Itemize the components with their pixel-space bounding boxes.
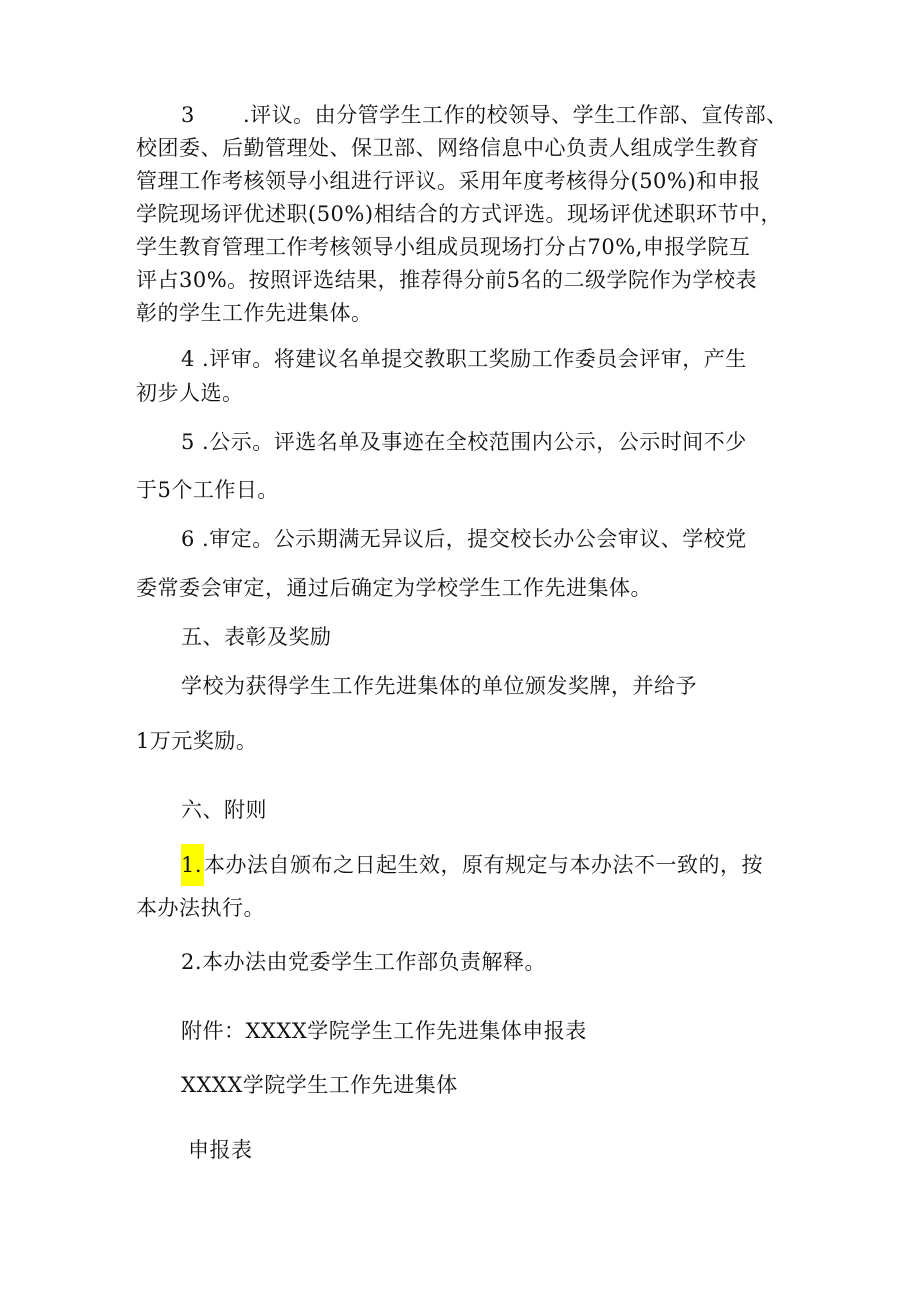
section5-heading: 五、表彰及奖励 [181, 625, 332, 649]
item3-line-3: 管理工作考核领导小组进行评议。采用年度考核得分(50%)和申报 [136, 169, 761, 193]
item3-line-6: 评占30%。按照评选结果，推荐得分前5名的二级学院作为学校表 [136, 268, 758, 292]
item4-line-1: 4 .评审。将建议名单提交教职工奖励工作委员会评审，产生 [181, 347, 747, 371]
item3-line-5: 学生教育管理工作考核领导小组成员现场打分占70%,申报学院互 [136, 235, 751, 259]
item5-line-2: 于5个工作日。 [136, 478, 279, 502]
item3-number: 3 [181, 103, 195, 127]
item3-line-4: 学院现场评优述职(50%)相结合的方式评选。现场评优述职环节中， [136, 202, 783, 226]
item3-line-2: 校团委、后勤管理处、保卫部、网络信息中心负责人组成学生教育 [136, 136, 760, 160]
item3-line-7: 彰的学生工作先进集体。 [136, 301, 373, 325]
section6-item1-line-1 [181, 844, 763, 886]
item4-line-2: 初步人选。 [136, 381, 244, 405]
section5-line-1: 学校为获得学生工作先进集体的单位颁发奖牌，并给予 [181, 674, 697, 698]
section6-item1-text: 本办法自颁布之日起生效，原有规定与本办法不一致的，按 [204, 853, 764, 877]
attachment-line-1: 附件：XXXX学院学生工作先进集体申报表 [181, 1019, 587, 1043]
item5-line-1: 5 .公示。评选名单及事迹在全校范围内公示，公示时间不少 [181, 430, 747, 454]
highlighted-number: 1. [181, 844, 204, 886]
item6-line-2: 委常委会审定，通过后确定为学校学生工作先进集体。 [136, 576, 652, 600]
attachment-line-3: 申报表 [188, 1138, 253, 1162]
item6-line-1: 6 .审定。公示期满无异议后，提交校长办公会审议、学校党 [181, 527, 747, 551]
section6-item1-line-2: 本办法执行。 [136, 896, 265, 920]
section6-item2: 2.本办法由党委学生工作部负责解释。 [181, 950, 547, 974]
item3-line-1: .评议。由分管学生工作的校领导、学生工作部、宣传部、 [243, 103, 788, 127]
section6-heading: 六、附则 [181, 798, 267, 822]
attachment-line-2: XXXX学院学生工作先进集体 [181, 1073, 458, 1097]
section5-line-2: 1万元奖励。 [136, 729, 258, 753]
